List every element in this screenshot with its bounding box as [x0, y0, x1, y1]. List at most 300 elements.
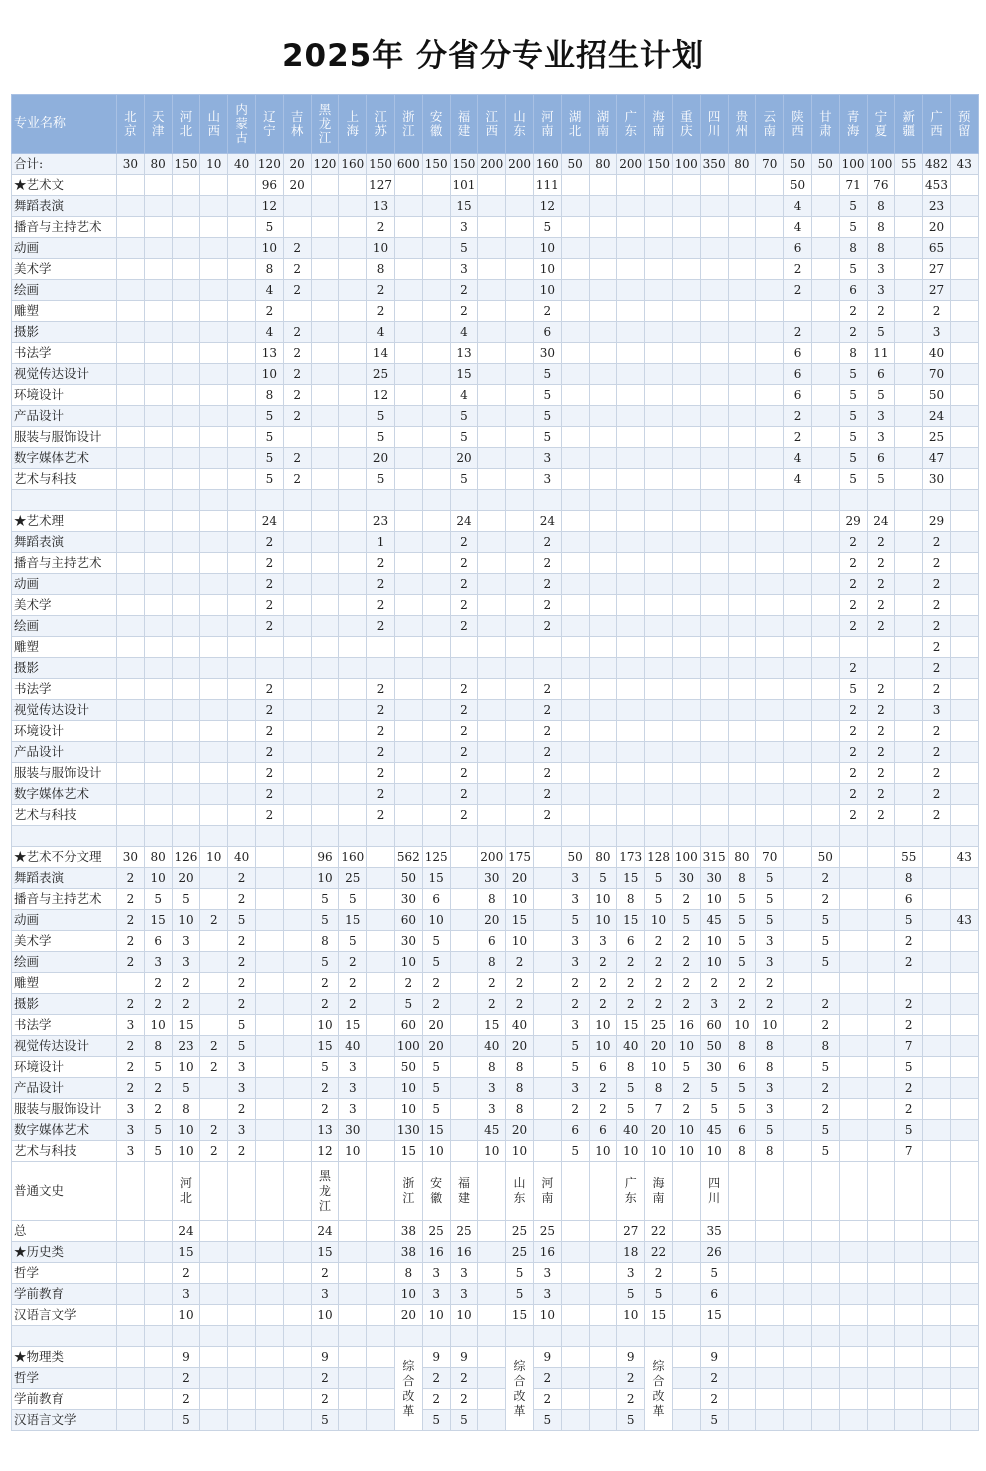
table-cell [422, 364, 450, 385]
table-cell: 10 [589, 1036, 617, 1057]
table-cell [506, 490, 534, 511]
table-cell: 2 [533, 700, 561, 721]
table-cell [422, 238, 450, 259]
table-cell: 2 [172, 973, 200, 994]
table-cell: 2 [117, 952, 145, 973]
table-cell: 3 [533, 469, 561, 490]
table-cell [561, 784, 589, 805]
table-cell [339, 763, 367, 784]
column-header-province [339, 1162, 367, 1221]
row-label: ★艺术不分文理 [12, 847, 117, 868]
table-cell [672, 175, 700, 196]
table-cell [144, 742, 172, 763]
table-cell [283, 784, 311, 805]
table-cell [645, 196, 673, 217]
table-cell: 2 [450, 553, 478, 574]
table-cell [450, 973, 478, 994]
table-cell: 45 [700, 1120, 728, 1141]
table-cell: 5 [895, 1120, 923, 1141]
table-cell: 200 [478, 154, 506, 175]
table-cell: 60 [700, 1015, 728, 1036]
table-cell: 30 [394, 931, 422, 952]
table-cell [561, 700, 589, 721]
table-cell [867, 973, 895, 994]
table-cell [394, 784, 422, 805]
table-cell: 11 [867, 343, 895, 364]
table-cell [811, 742, 839, 763]
table-cell [311, 511, 339, 532]
table-cell: 482 [923, 154, 951, 175]
table-cell [422, 1326, 450, 1347]
table-cell [700, 658, 728, 679]
table-cell: 6 [700, 1284, 728, 1305]
table-cell: 2 [672, 973, 700, 994]
table-cell [700, 721, 728, 742]
table-cell [172, 553, 200, 574]
table-cell [117, 973, 145, 994]
table-cell [422, 196, 450, 217]
table-cell [311, 490, 339, 511]
table-cell [756, 469, 784, 490]
table-cell: 10 [144, 1015, 172, 1036]
table-cell [923, 1263, 951, 1284]
table-cell: 2 [589, 994, 617, 1015]
table-cell: 2 [617, 1368, 645, 1389]
table-cell [200, 973, 228, 994]
table-cell [895, 1389, 923, 1410]
table-cell [839, 490, 867, 511]
table-cell [895, 175, 923, 196]
table-cell [255, 847, 283, 868]
table-cell: 40 [339, 1036, 367, 1057]
table-cell [950, 658, 978, 679]
table-cell [867, 847, 895, 868]
table-cell [339, 553, 367, 574]
table-cell [950, 721, 978, 742]
table-cell [478, 763, 506, 784]
table-cell: 2 [283, 364, 311, 385]
table-cell [228, 217, 256, 238]
page-title: 2025年 分省分专业招生计划 [281, 38, 705, 74]
table-cell: 5 [839, 448, 867, 469]
table-cell [950, 574, 978, 595]
table-cell [339, 1347, 367, 1368]
table-cell [756, 1263, 784, 1284]
table-cell [895, 721, 923, 742]
table-cell [255, 952, 283, 973]
table-cell [117, 322, 145, 343]
table-cell [172, 301, 200, 322]
table-cell: 2 [867, 616, 895, 637]
table-cell [200, 217, 228, 238]
column-header-province [283, 1162, 311, 1221]
table-cell: 5 [811, 1120, 839, 1141]
table-cell [561, 1263, 589, 1284]
table-cell [172, 448, 200, 469]
table-cell: 2 [172, 994, 200, 1015]
table-cell [144, 700, 172, 721]
table-cell [672, 448, 700, 469]
table-cell: 2 [811, 889, 839, 910]
table-cell [478, 1347, 506, 1368]
table-cell [117, 805, 145, 826]
table-cell [867, 490, 895, 511]
table-cell [450, 658, 478, 679]
table-cell: 20 [283, 154, 311, 175]
table-cell [867, 1389, 895, 1410]
column-header-province: 青 海 [839, 95, 867, 154]
table-cell [311, 637, 339, 658]
table-cell [728, 1347, 756, 1368]
table-cell [756, 805, 784, 826]
table-cell: 10 [367, 238, 395, 259]
table-cell [422, 490, 450, 511]
table-cell: 2 [450, 742, 478, 763]
table-cell: 3 [756, 1099, 784, 1120]
table-cell: 3 [228, 1057, 256, 1078]
table-cell [283, 1099, 311, 1120]
table-row [12, 469, 979, 490]
table-cell [811, 1326, 839, 1347]
table-cell [339, 448, 367, 469]
table-cell [533, 1326, 561, 1347]
table-cell [200, 301, 228, 322]
table-cell [283, 847, 311, 868]
column-header-province [228, 1162, 256, 1221]
table-cell: 5 [645, 868, 673, 889]
table-cell [811, 595, 839, 616]
table-cell: 5 [672, 910, 700, 931]
table-cell [895, 301, 923, 322]
table-cell [756, 1305, 784, 1326]
table-cell [561, 805, 589, 826]
table-cell [422, 742, 450, 763]
table-cell: 2 [283, 469, 311, 490]
column-header-province: 广 东 [617, 95, 645, 154]
table-cell: 3 [533, 448, 561, 469]
table-cell: 2 [867, 595, 895, 616]
table-cell [895, 1347, 923, 1368]
table-cell [700, 511, 728, 532]
table-cell [617, 595, 645, 616]
table-cell: 6 [728, 1057, 756, 1078]
table-cell [950, 427, 978, 448]
table-cell [645, 385, 673, 406]
table-cell: 6 [784, 238, 812, 259]
table-cell [144, 343, 172, 364]
table-cell [645, 721, 673, 742]
table-cell [506, 217, 534, 238]
table-cell [144, 574, 172, 595]
table-cell: 2 [117, 889, 145, 910]
table-cell: 8 [895, 868, 923, 889]
table-cell: 128 [645, 847, 673, 868]
table-cell: 6 [867, 364, 895, 385]
table-cell [200, 1263, 228, 1284]
row-label: 哲学 [12, 1368, 117, 1389]
table-cell: 2 [839, 784, 867, 805]
table-cell [923, 1368, 951, 1389]
table-cell: 10 [645, 1141, 673, 1162]
table-cell: 10 [422, 1141, 450, 1162]
table-cell [367, 1141, 395, 1162]
table-cell: 5 [450, 427, 478, 448]
table-cell [950, 1099, 978, 1120]
table-cell: 4 [255, 280, 283, 301]
table-cell: 15 [617, 910, 645, 931]
table-cell [422, 721, 450, 742]
reform-note: 综 合 改 革 [394, 1347, 422, 1431]
table-cell: 9 [311, 1347, 339, 1368]
table-cell [672, 595, 700, 616]
table-row [12, 994, 979, 1015]
table-cell [422, 763, 450, 784]
table-cell [339, 322, 367, 343]
table-cell [422, 553, 450, 574]
table-cell: 12 [367, 385, 395, 406]
table-cell [422, 805, 450, 826]
table-cell: 2 [839, 532, 867, 553]
table-cell: 20 [422, 1015, 450, 1036]
table-cell [367, 1263, 395, 1284]
table-cell [728, 1410, 756, 1431]
table-cell [811, 1242, 839, 1263]
table-cell [144, 280, 172, 301]
table-cell: 2 [228, 952, 256, 973]
table-cell: 40 [617, 1036, 645, 1057]
table-row [12, 616, 979, 637]
table-cell [311, 763, 339, 784]
table-cell: 16 [422, 1242, 450, 1263]
table-cell [450, 826, 478, 847]
table-cell [172, 721, 200, 742]
table-cell: 6 [784, 385, 812, 406]
table-cell: 2 [255, 616, 283, 637]
table-cell: 5 [172, 889, 200, 910]
column-header-province: 重 庆 [672, 95, 700, 154]
column-header-province: 河 南 [533, 95, 561, 154]
table-cell [839, 1036, 867, 1057]
table-cell [589, 1221, 617, 1242]
table-cell [394, 259, 422, 280]
table-cell [561, 364, 589, 385]
table-cell [117, 1368, 145, 1389]
table-cell [394, 385, 422, 406]
table-cell [506, 721, 534, 742]
table-cell [533, 658, 561, 679]
table-cell: 2 [450, 532, 478, 553]
table-cell: 8 [756, 1057, 784, 1078]
table-cell: 600 [394, 154, 422, 175]
table-cell [394, 364, 422, 385]
table-cell [144, 364, 172, 385]
table-cell [561, 721, 589, 742]
table-cell [756, 763, 784, 784]
table-cell [589, 805, 617, 826]
table-cell [728, 1221, 756, 1242]
table-cell [950, 1284, 978, 1305]
table-cell [784, 1015, 812, 1036]
table-cell: 100 [867, 154, 895, 175]
table-cell [200, 490, 228, 511]
table-cell: 5 [255, 406, 283, 427]
table-cell [589, 1326, 617, 1347]
table-cell: 8 [839, 238, 867, 259]
table-cell: 3 [533, 1263, 561, 1284]
table-cell [923, 1141, 951, 1162]
table-cell [478, 553, 506, 574]
row-label: 服装与服饰设计 [12, 427, 117, 448]
table-row [12, 973, 979, 994]
table-cell: 2 [867, 784, 895, 805]
table-cell: 10 [645, 910, 673, 931]
table-cell: 2 [117, 910, 145, 931]
table-cell [422, 301, 450, 322]
table-cell: 2 [255, 805, 283, 826]
table-cell [172, 679, 200, 700]
table-cell [394, 448, 422, 469]
table-cell [839, 1347, 867, 1368]
table-cell [144, 1347, 172, 1368]
table-cell [561, 1368, 589, 1389]
table-cell [339, 532, 367, 553]
row-label: 舞蹈表演 [12, 868, 117, 889]
table-cell [506, 511, 534, 532]
table-cell [950, 259, 978, 280]
table-cell: 5 [422, 1057, 450, 1078]
table-cell [589, 1284, 617, 1305]
table-cell [228, 238, 256, 259]
table-cell: 10 [422, 1305, 450, 1326]
table-cell [450, 1057, 478, 1078]
table-cell [255, 973, 283, 994]
table-cell [561, 469, 589, 490]
table-cell [200, 259, 228, 280]
table-cell [950, 889, 978, 910]
row-label: 播音与主持艺术 [12, 889, 117, 910]
table-cell [728, 1326, 756, 1347]
table-cell [756, 238, 784, 259]
table-cell [784, 868, 812, 889]
table-cell: 8 [172, 1099, 200, 1120]
table-cell [867, 868, 895, 889]
table-cell [617, 805, 645, 826]
table-cell [283, 952, 311, 973]
table-row [12, 1368, 979, 1389]
table-cell: 120 [311, 154, 339, 175]
column-header-province [784, 1162, 812, 1221]
table-cell [645, 301, 673, 322]
table-cell: 5 [422, 1410, 450, 1431]
table-cell [895, 637, 923, 658]
table-cell: 15 [645, 1305, 673, 1326]
table-cell [756, 427, 784, 448]
table-cell [839, 1389, 867, 1410]
table-cell [700, 406, 728, 427]
table-cell [700, 616, 728, 637]
table-cell [367, 1410, 395, 1431]
table-cell: 200 [478, 847, 506, 868]
table-cell [950, 196, 978, 217]
table-cell [728, 343, 756, 364]
table-cell: 40 [617, 1120, 645, 1141]
table-cell [728, 196, 756, 217]
table-cell [311, 217, 339, 238]
table-cell [950, 1389, 978, 1410]
table-cell [756, 364, 784, 385]
table-cell [144, 175, 172, 196]
table-cell: 2 [339, 994, 367, 1015]
table-cell [728, 469, 756, 490]
table-cell [283, 889, 311, 910]
row-label [12, 490, 117, 511]
row-label: 总 [12, 1221, 117, 1242]
table-cell [617, 175, 645, 196]
table-cell: 5 [728, 952, 756, 973]
table-cell [228, 1410, 256, 1431]
table-cell [339, 301, 367, 322]
table-cell: 15 [394, 1141, 422, 1162]
table-cell: 2 [923, 805, 951, 826]
table-cell: 5 [839, 469, 867, 490]
table-cell [895, 1284, 923, 1305]
table-cell [311, 784, 339, 805]
table-cell [200, 889, 228, 910]
table-cell [950, 784, 978, 805]
table-cell [478, 322, 506, 343]
table-cell: 5 [367, 427, 395, 448]
table-cell [589, 196, 617, 217]
row-label: 雕塑 [12, 637, 117, 658]
table-cell: 15 [339, 1015, 367, 1036]
table-cell: 2 [756, 973, 784, 994]
table-cell: 2 [367, 784, 395, 805]
table-cell [283, 1221, 311, 1242]
row-label: 数字媒体艺术 [12, 1120, 117, 1141]
table-cell [144, 1410, 172, 1431]
table-cell [756, 574, 784, 595]
column-header-province: 吉 林 [283, 95, 311, 154]
row-label: 雕塑 [12, 301, 117, 322]
table-cell [617, 637, 645, 658]
table-cell [895, 217, 923, 238]
table-cell: 2 [367, 280, 395, 301]
table-cell [950, 1120, 978, 1141]
table-cell [784, 742, 812, 763]
table-cell [561, 448, 589, 469]
table-cell [255, 658, 283, 679]
table-cell [700, 490, 728, 511]
table-cell [645, 826, 673, 847]
table-cell: 2 [923, 784, 951, 805]
table-cell [144, 553, 172, 574]
table-cell: 2 [367, 616, 395, 637]
table-cell [283, 763, 311, 784]
table-cell: 15 [506, 1305, 534, 1326]
table-cell: 25 [422, 1221, 450, 1242]
table-cell: 15 [422, 868, 450, 889]
table-cell: 30 [700, 1057, 728, 1078]
table-cell [784, 637, 812, 658]
table-cell [756, 301, 784, 322]
table-cell [672, 1284, 700, 1305]
table-cell [394, 721, 422, 742]
table-cell: 5 [228, 1036, 256, 1057]
table-cell [283, 1015, 311, 1036]
table-cell: 8 [506, 1099, 534, 1120]
table-cell: 8 [478, 889, 506, 910]
table-cell: 30 [533, 343, 561, 364]
